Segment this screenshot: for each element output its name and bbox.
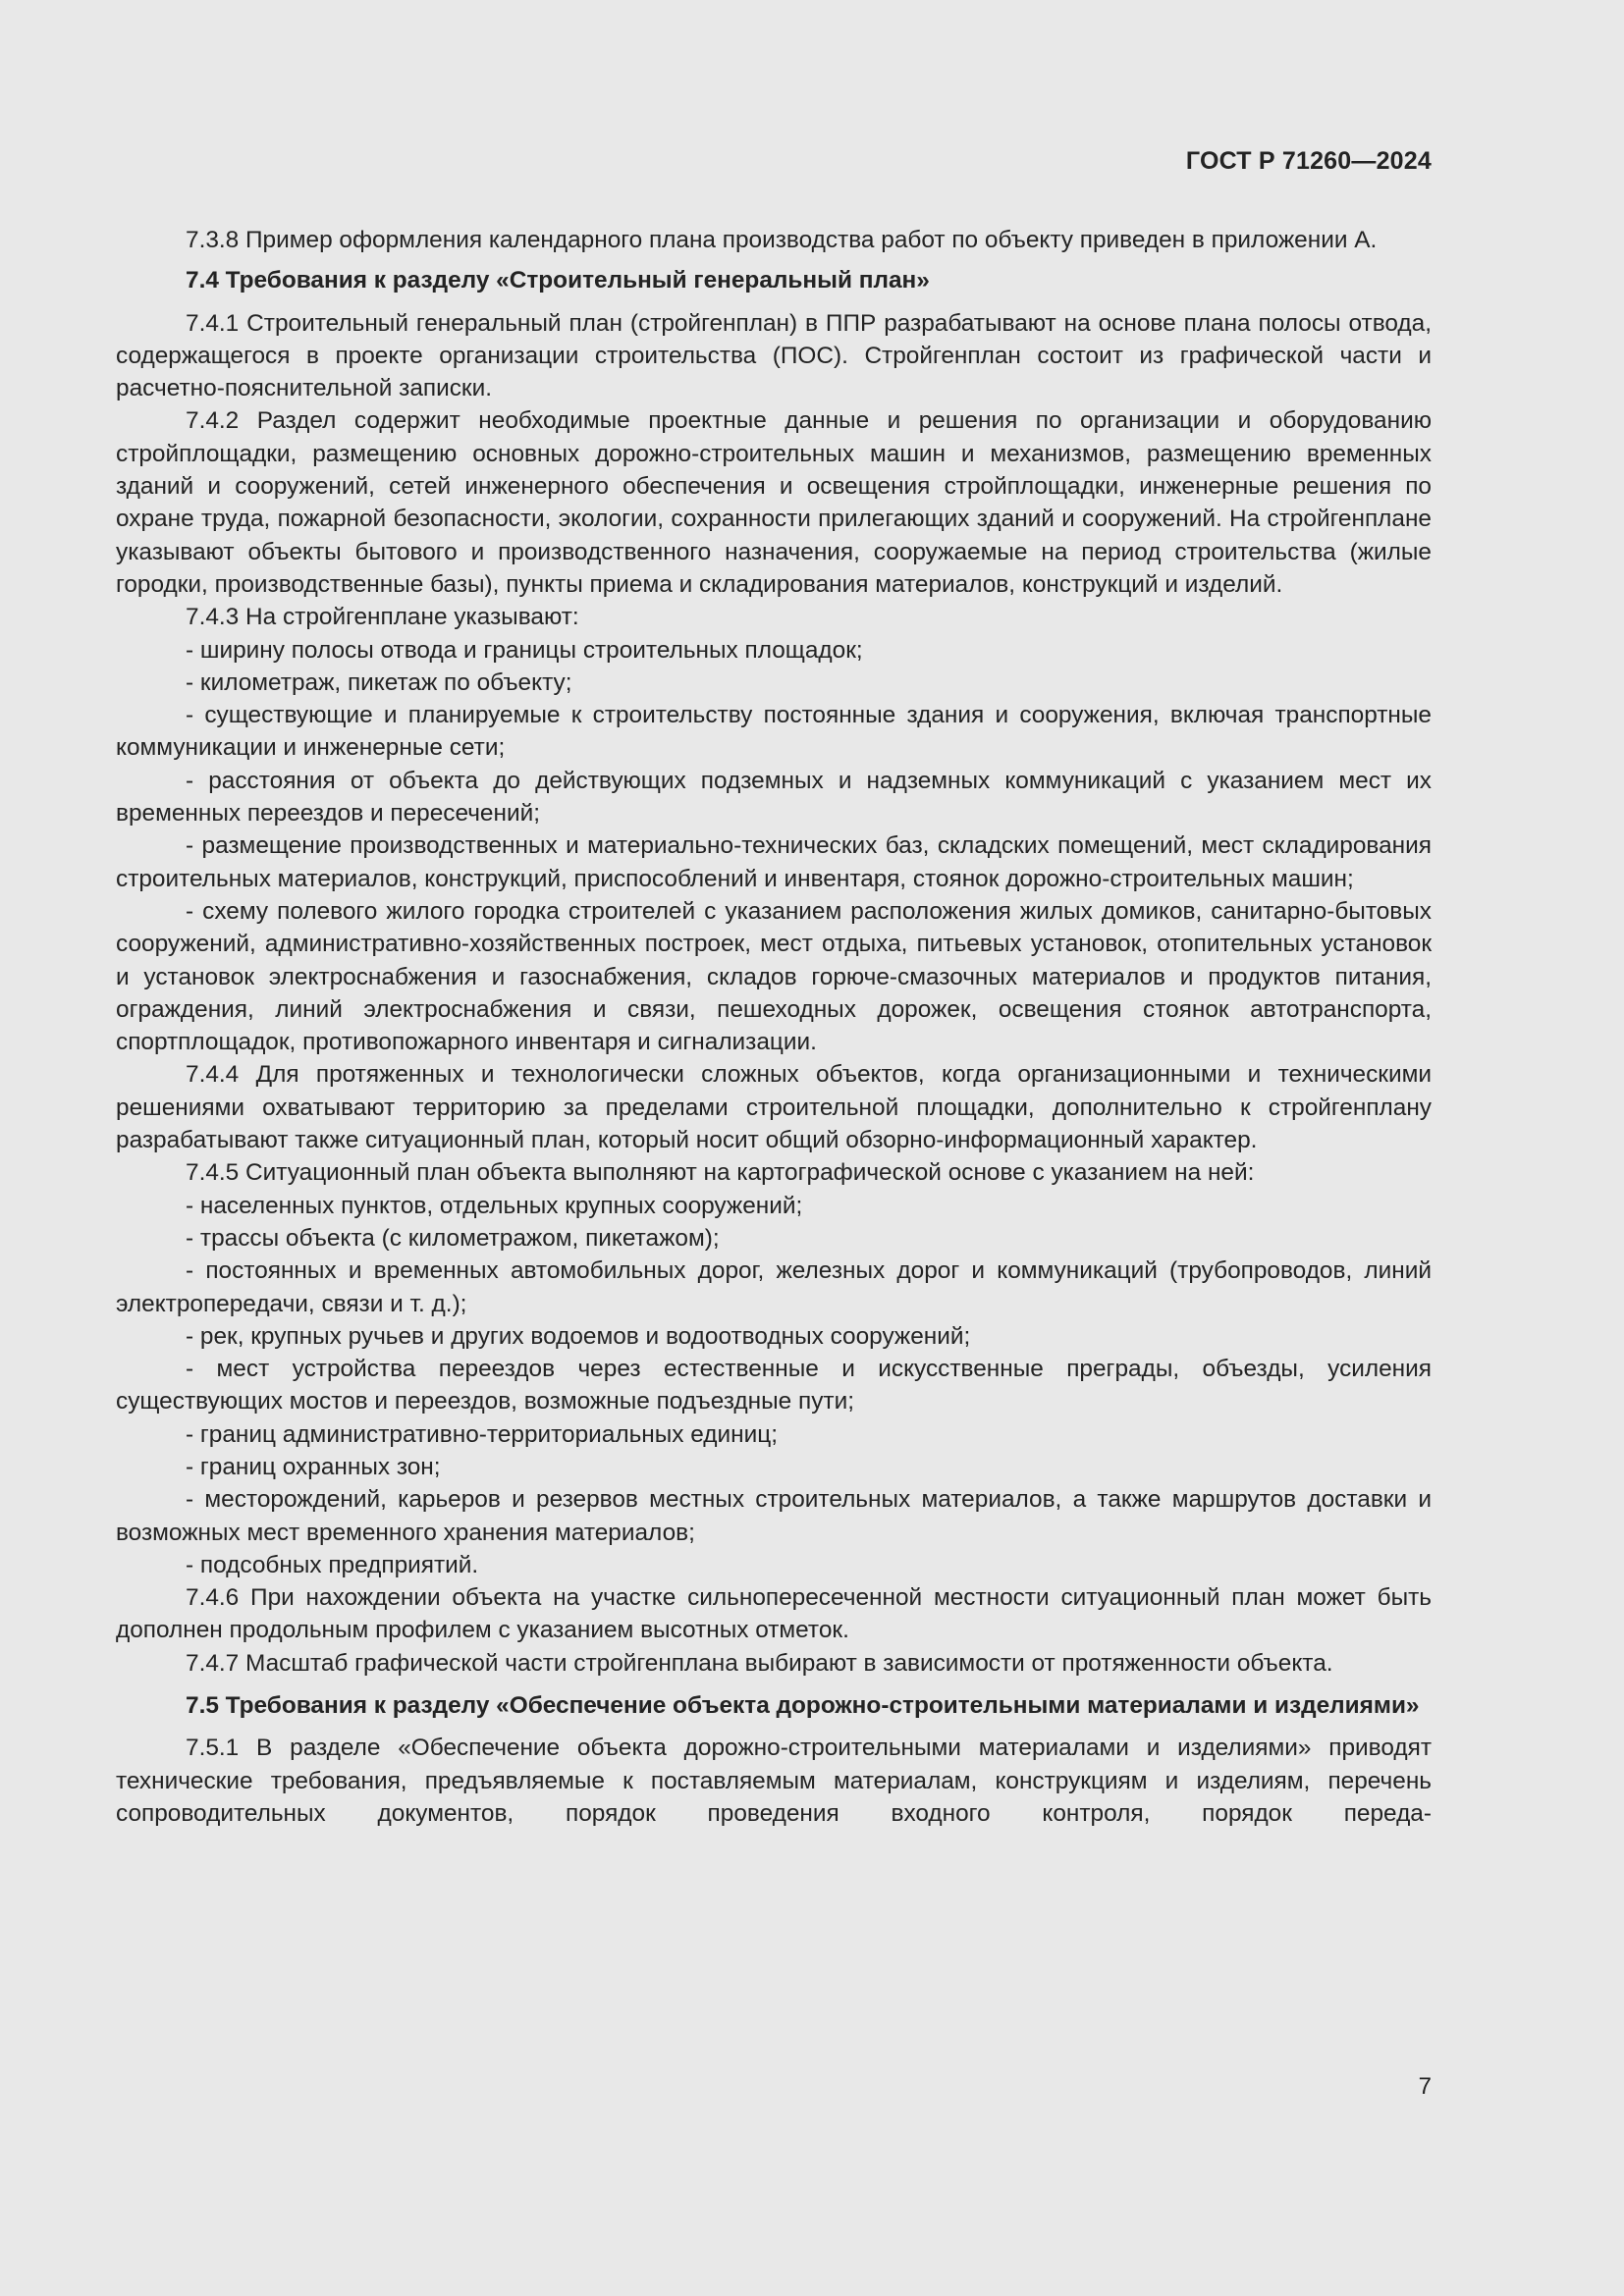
document-body — [116, 224, 1432, 1830]
paragraph-7-4-6: 7.4.6 При нахождении объекта на участке сильнопересеченной местности ситуационный план может быть дополнен продольным профилем с указанием высотных отметок. — [116, 1584, 1432, 1644]
list-item: - ширину полосы отвода и границы строительных площадок; — [186, 636, 863, 664]
list-item: - трассы объекта (с километражом, пикетажом); — [186, 1224, 720, 1252]
paragraph-7-4-7: 7.4.7 Масштаб графической части стройгенплана выбирают в зависимости от протяженности объекта. — [186, 1649, 1333, 1677]
paragraph-7-4-2: 7.4.2 Раздел содержит необходимые проектные данные и решения по организации и оборудованию стройплощадки, размещению основных дорожно-строительных машин и механизмов, размещению временных зданий и сооружений, сетей инженерного обеспечения и освещения стройплощадки, инженерные решения по охране труда, пожарной безопасности, экологии, сохранности прилегающих зданий и сооружений. На стройгенплане указывают объекты бытового и производственного назначения, сооружаемые на период строительства (жилые городки, производственные базы), пункты приема и складирования материалов, конструкций и изделий. — [116, 407, 1432, 598]
page-number: 7 — [1418, 2073, 1432, 2100]
list-item: - постоянных и временных автомобильных дорог, железных дорог и коммуникаций (трубопроводов, линий электропередачи, связи и т. д.); — [116, 1257, 1432, 1317]
paragraph-7-4-1: 7.4.1 Строительный генеральный план (стройгенплан) в ППР разрабатывают на основе плана полосы отвода, содержащегося в проекте организации строительства (ПОС). Стройгенплан состоит из графической части и расчетно-пояснительной записки. — [116, 309, 1432, 402]
list-item: - границ охранных зон; — [186, 1453, 441, 1480]
paragraph-7-5-1: 7.5.1 В разделе «Обеспечение объекта дорожно-строительными материалами и изделиями» приводят технические требования, предъявляемые к поставляемым материалам, конструкциям и изделиям, перечень сопроводительных документов, порядок проведения входного контроля, порядок переда- — [116, 1735, 1432, 1827]
document-code-header: ГОСТ Р 71260—2024 — [1185, 147, 1432, 175]
list-item: - мест устройства переездов через естественные и искусственные преграды, объезды, усиления существующих мостов и переездов, возможные подъездные пути; — [116, 1356, 1432, 1415]
list-item: - размещение производственных и материально-технических баз, складских помещений, мест складирования строительных материалов, конструкций, приспособлений и инвентаря, стоянок дорожно-строительных машин; — [116, 832, 1432, 892]
document-page — [116, 0, 1432, 2296]
list-item: - существующие и планируемые к строительству постоянные здания и сооружения, включая транспортные коммуникации и инженерные сети; — [116, 702, 1432, 762]
paragraph-7-4-3: 7.4.3 На стройгенплане указывают: — [186, 604, 579, 631]
section-heading-7-4: 7.4 Требования к разделу «Строительный генеральный план» — [186, 267, 930, 294]
list-item: - рек, крупных ручьев и других водоемов и водоотводных сооружений; — [186, 1322, 971, 1350]
paragraph-7-3-8: 7.3.8 Пример оформления календарного плана производства работ по объекту приведен в приложении А. — [186, 227, 1378, 253]
list-item: - границ административно-территориальных единиц; — [186, 1420, 778, 1448]
list-item: - подсобных предприятий. — [186, 1551, 479, 1578]
paragraph-7-4-4: 7.4.4 Для протяженных и технологически сложных объектов, когда организационными и техническими решениями охватывают территорию за пределами строительной площадки, дополнительно к стройгенплану разрабатывают также ситуационный план, который носит общий обзорно-информационный характер. — [116, 1061, 1432, 1154]
list-item: - месторождений, карьеров и резервов местных строительных материалов, а также маршрутов доставки и возможных мест временного хранения материалов; — [116, 1486, 1432, 1546]
list-item: - схему полевого жилого городка строителей с указанием расположения жилых домиков, санитарно-бытовых сооружений, административно-хозяйственных построек, мест отдыха, питьевых установок, отопительных установок и установок электроснабжения и газоснабжения, складов горюче-смазочных материалов и продуктов питания, ограждения, линий электроснабжения и связи, пешеходных дорожек, освещения стоянок автотранспорта, спортплощадок, противопожарного инвентаря и сигнализации. — [116, 897, 1432, 1056]
paragraph-7-4-5: 7.4.5 Ситуационный план объекта выполняют на картографической основе с указанием на ней: — [186, 1159, 1255, 1187]
list-item: - населенных пунктов, отдельных крупных сооружений; — [186, 1192, 803, 1219]
section-heading-7-5: 7.5 Требования к разделу «Обеспечение объекта дорожно-строительными материалами и изделиями» — [186, 1692, 1420, 1720]
list-item: - километраж, пикетаж по объекту; — [186, 668, 572, 696]
list-item: - расстояния от объекта до действующих подземных и надземных коммуникаций с указанием мест их временных переездов и пересечений; — [116, 767, 1432, 828]
